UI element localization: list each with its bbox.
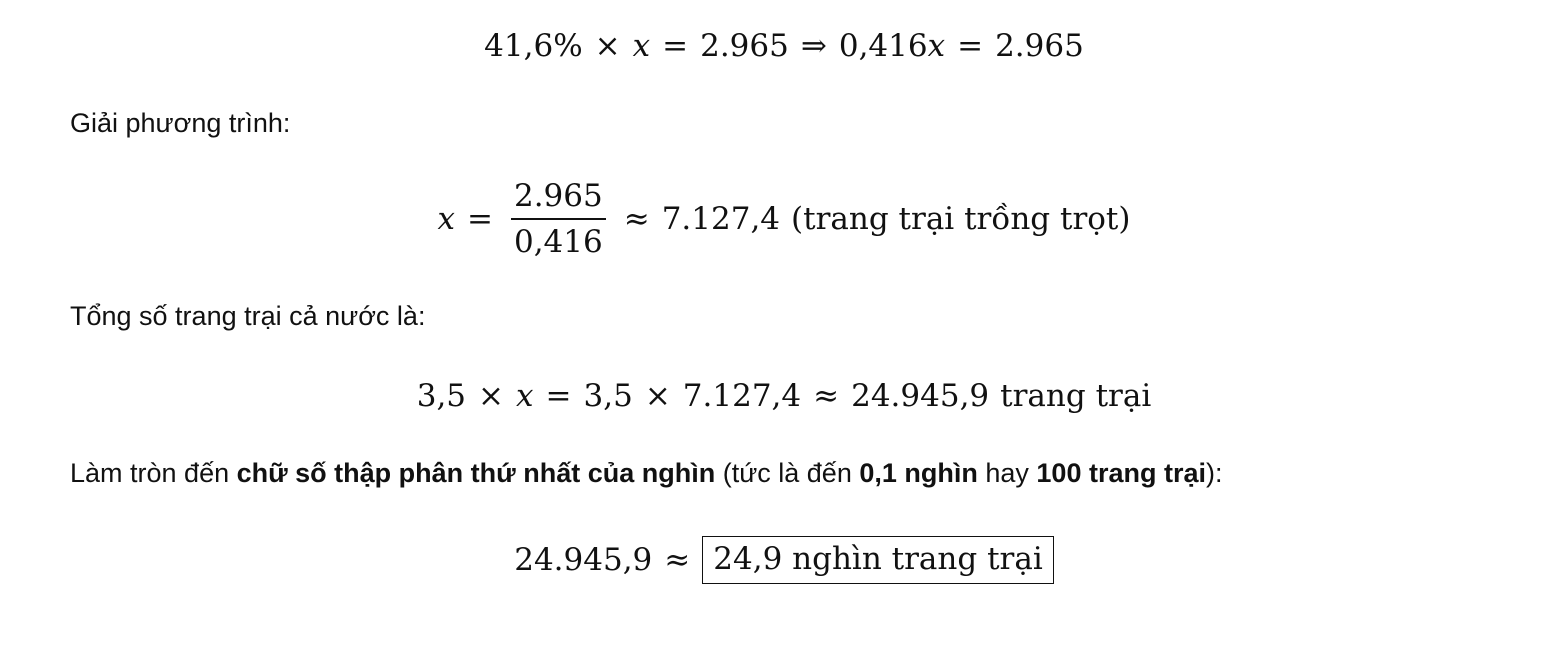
rounding-text-2: (tức là đến: [715, 458, 860, 488]
eq3-factor-2: 3,5: [583, 378, 633, 414]
eq2-result: 7.127,4: [661, 201, 781, 237]
equation-final: [0, 532, 1568, 588]
eq4-approx: ≈: [664, 542, 691, 578]
eq3-equals: =: [545, 378, 572, 414]
eq3-times: ×: [478, 378, 505, 414]
eq2-approx: ≈: [623, 201, 650, 237]
eq3-factor: 3,5: [416, 378, 467, 414]
eq1-percent: 41,6%: [484, 28, 583, 64]
fraction-numerator: 2.965: [511, 178, 606, 220]
eq1-equals-2: =: [957, 28, 984, 64]
eq2-variable: x: [437, 201, 455, 237]
eq3-result: 24.945,9: [851, 378, 990, 414]
eq1-value: 2.965: [700, 28, 789, 64]
rounding-bold-3: 100 trang trại: [1036, 458, 1206, 488]
eq1-variable-2: x: [927, 28, 946, 64]
label-total: Tổng số trang trại cả nước là:: [70, 301, 426, 331]
eq3-approx: ≈: [813, 378, 840, 414]
eq1-implies: ⇒: [800, 28, 827, 64]
eq2-equals: =: [466, 201, 493, 237]
eq1-equals: =: [662, 28, 689, 64]
label-solve: Giải phương trình:: [70, 108, 291, 138]
eq3-value: 7.127,4: [682, 378, 802, 414]
rounding-text-4: ):: [1205, 458, 1223, 488]
rounding-bold-1: chữ số thập phân thứ nhất của nghìn: [236, 458, 716, 488]
rounding-text-3: hay: [977, 458, 1037, 488]
eq1-variable: x: [632, 28, 651, 64]
rounding-text-1: Làm tròn đến: [70, 458, 237, 488]
eq1-value-2: 2.965: [995, 28, 1084, 64]
fraction: [511, 178, 606, 260]
eq2-note: (trang trại trồng trọt): [791, 201, 1131, 237]
rounding-sentence: [70, 458, 1222, 489]
equation-total: [0, 372, 1568, 420]
equation-solution: [0, 172, 1568, 266]
fraction-denominator: 0,416: [513, 224, 603, 260]
eq4-value: 24.945,9: [514, 542, 653, 578]
eq3-times-2: ×: [644, 378, 671, 414]
eq1-coefficient: 0,416: [838, 28, 928, 64]
eq1-times: ×: [594, 28, 621, 64]
eq3-variable: x: [516, 378, 534, 414]
equation-percent: [0, 22, 1568, 70]
eq3-unit: trang trại: [1000, 378, 1152, 414]
final-answer-box: 24,9 nghìn trang trại: [702, 536, 1053, 584]
rounding-bold-2: 0,1 nghìn: [859, 458, 978, 488]
